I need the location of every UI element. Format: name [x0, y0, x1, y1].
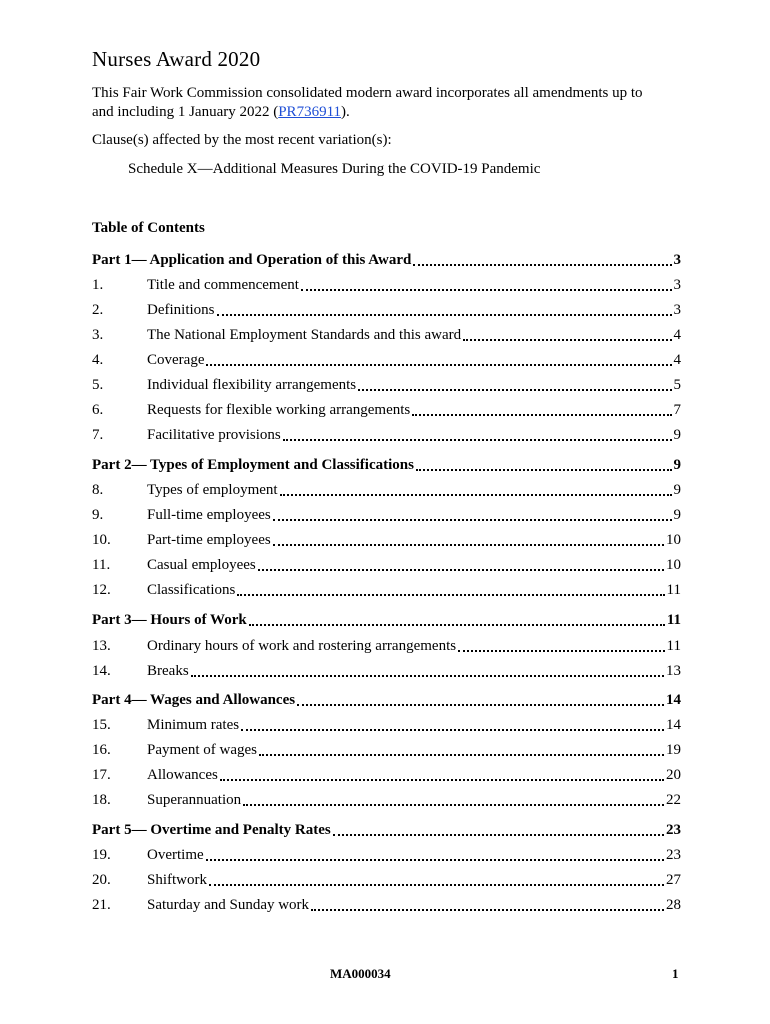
- toc-clause-entry[interactable]: [92, 740, 681, 760]
- toc-entry-page: 3: [673, 302, 681, 318]
- toc-entry-page: 9: [673, 482, 681, 498]
- toc-leader-dots: [280, 491, 672, 496]
- toc-entry-number: 15.: [92, 717, 111, 733]
- intro-text-end: ).: [341, 104, 350, 120]
- toc-entry-number: 9.: [92, 507, 104, 523]
- toc-entry-page: 3: [673, 252, 681, 268]
- toc-clause-entry[interactable]: [92, 715, 681, 735]
- toc-clause-entry[interactable]: [92, 350, 681, 370]
- toc-clause-entry[interactable]: [92, 636, 681, 656]
- toc-leader-dots: [209, 881, 664, 886]
- toc-entry-page: 11: [666, 612, 681, 628]
- toc-entry-number: 19.: [92, 847, 111, 863]
- toc-clause-entry[interactable]: [92, 845, 681, 865]
- toc-clause-entry[interactable]: [92, 480, 681, 500]
- toc-entry-label: Part 3— Hours of Work: [92, 612, 247, 628]
- toc-entry-label: Ordinary hours of work and rostering arrangements: [147, 638, 457, 654]
- toc-entry-label: Payment of wages: [147, 742, 257, 758]
- toc-clause-entry[interactable]: [92, 790, 681, 810]
- toc-leader-dots: [413, 261, 671, 266]
- toc-entry-page: 9: [673, 507, 681, 523]
- toc-clause-entry[interactable]: [92, 530, 681, 550]
- toc-entry-number: 21.: [92, 897, 111, 913]
- toc-entry-label: Part-time employees: [147, 532, 271, 548]
- toc-entry-label: Title and commencement: [147, 277, 299, 293]
- toc-leader-dots: [243, 801, 664, 806]
- intro-text: This Fair Work Commission consolidated modern award incorporates all amendments up to and including 1 January 2022 (: [92, 85, 643, 120]
- toc-entry-number: 14.: [92, 663, 111, 679]
- toc-leader-dots: [458, 647, 664, 652]
- pr-reference-link[interactable]: PR736911: [278, 104, 342, 120]
- toc-entry-page: 4: [673, 352, 681, 368]
- toc-entry-label: Part 5— Overtime and Penalty Rates: [92, 822, 331, 838]
- toc-entry-label: The National Employment Standards and this award: [147, 327, 462, 343]
- toc-entry-label: Part 2— Types of Employment and Classifications: [92, 457, 414, 473]
- toc-entry-page: 11: [666, 638, 681, 654]
- toc-entry-number: 6.: [92, 402, 104, 418]
- toc-leader-dots: [311, 906, 664, 911]
- toc-entry-number: 2.: [92, 302, 104, 318]
- toc-entry-number: 7.: [92, 427, 104, 443]
- toc-clause-entry[interactable]: [92, 661, 681, 681]
- toc-clause-entry[interactable]: [92, 765, 681, 785]
- toc-entry-page: 14: [666, 692, 681, 708]
- toc-entry-number: 8.: [92, 482, 104, 498]
- toc-leader-dots: [358, 386, 671, 391]
- intro-paragraph: [92, 84, 652, 122]
- toc-entry-number: 5.: [92, 377, 104, 393]
- toc-entry-label: Overtime: [147, 847, 204, 863]
- toc-entry-label: Saturday and Sunday work: [147, 897, 310, 913]
- toc-entry-number: 3.: [92, 327, 104, 343]
- toc-entry-label: Facilitative provisions: [147, 427, 281, 443]
- toc-entry-page: 9: [673, 457, 681, 473]
- toc-entry-number: 12.: [92, 582, 111, 598]
- toc-entry-label: Shiftwork: [147, 872, 207, 888]
- toc-entry-page: 11: [666, 582, 681, 598]
- toc-leader-dots: [206, 856, 664, 861]
- toc-clause-entry[interactable]: [92, 580, 681, 600]
- toc-entry-page: 27: [666, 872, 681, 888]
- toc-entry-label: Types of employment: [147, 482, 278, 498]
- toc-clause-entry[interactable]: [92, 425, 681, 445]
- toc-leader-dots: [220, 776, 664, 781]
- toc-part-entry[interactable]: [92, 820, 681, 840]
- toc-entry-label: Minimum rates: [147, 717, 240, 733]
- toc-entry-label: Coverage: [147, 352, 205, 368]
- toc-entry-page: 19: [666, 742, 681, 758]
- toc-part-entry[interactable]: [92, 455, 681, 475]
- toc-leader-dots: [241, 726, 664, 731]
- toc-entry-page: 20: [666, 767, 681, 783]
- toc-entry-page: 3: [673, 277, 681, 293]
- toc-entry-page: 13: [666, 663, 681, 679]
- toc-leader-dots: [412, 411, 671, 416]
- toc-entry-page: 22: [666, 792, 681, 808]
- toc-clause-entry[interactable]: [92, 870, 681, 890]
- toc-entry-label: Individual flexibility arrangements: [147, 377, 357, 393]
- toc-heading: Table of Contents: [92, 220, 205, 236]
- toc-clause-entry[interactable]: [92, 325, 681, 345]
- toc-clause-entry[interactable]: [92, 400, 681, 420]
- toc-entry-label: Breaks: [147, 663, 189, 679]
- toc-entry-page: 14: [666, 717, 681, 733]
- toc-clause-entry[interactable]: [92, 555, 681, 575]
- toc-entry-label: Full-time employees: [147, 507, 271, 523]
- toc-entry-label: Casual employees: [147, 557, 256, 573]
- toc-leader-dots: [217, 311, 672, 316]
- toc-leader-dots: [301, 286, 672, 291]
- affected-clauses-label: Clause(s) affected by the most recent variation(s):: [92, 132, 392, 148]
- toc-entry-label: Classifications: [147, 582, 236, 598]
- page-number: 1: [672, 966, 679, 981]
- toc-leader-dots: [237, 591, 664, 596]
- toc-entry-label: Requests for flexible working arrangements: [147, 402, 411, 418]
- toc-clause-entry[interactable]: [92, 505, 681, 525]
- toc-leader-dots: [416, 466, 672, 471]
- toc-entry-number: 10.: [92, 532, 111, 548]
- toc-leader-dots: [249, 621, 665, 626]
- toc-entry-number: 16.: [92, 742, 111, 758]
- toc-entry-number: 1.: [92, 277, 104, 293]
- toc-entry-label: Allowances: [147, 767, 218, 783]
- toc-entry-number: 13.: [92, 638, 111, 654]
- toc-entry-page: 23: [666, 847, 681, 863]
- toc-clause-entry[interactable]: [92, 275, 681, 295]
- toc-entry-page: 5: [673, 377, 681, 393]
- toc-clause-entry[interactable]: [92, 300, 681, 320]
- toc-leader-dots: [259, 751, 664, 756]
- document-title: Nurses Award 2020: [92, 47, 261, 71]
- toc-entry-page: 7: [673, 402, 681, 418]
- toc-leader-dots: [283, 436, 672, 441]
- affected-clause-item: Schedule X—Additional Measures During the COVID-19 Pandemic: [128, 161, 541, 177]
- toc-part-entry[interactable]: [92, 690, 681, 710]
- toc-part-entry[interactable]: [92, 250, 681, 270]
- toc-leader-dots: [273, 516, 672, 521]
- toc-entry-page: 4: [673, 327, 681, 343]
- toc-part-entry[interactable]: [92, 610, 681, 630]
- toc-entry-number: 17.: [92, 767, 111, 783]
- toc-clause-entry[interactable]: [92, 375, 681, 395]
- toc-leader-dots: [191, 672, 664, 677]
- toc-entry-label: Part 4— Wages and Allowances: [92, 692, 296, 708]
- toc-entry-label: Part 1— Application and Operation of this Award: [92, 252, 412, 268]
- toc-leader-dots: [273, 541, 664, 546]
- toc-entry-page: 9: [673, 427, 681, 443]
- toc-leader-dots: [206, 361, 671, 366]
- toc-entry-number: 4.: [92, 352, 104, 368]
- toc-entry-page: 10: [666, 532, 681, 548]
- toc-entry-label: Definitions: [147, 302, 215, 318]
- toc-entry-number: 11.: [92, 557, 111, 573]
- toc-entry-page: 23: [666, 822, 681, 838]
- toc-leader-dots: [463, 336, 671, 341]
- toc-leader-dots: [297, 701, 664, 706]
- toc-entry-label: Superannuation: [147, 792, 242, 808]
- toc-leader-dots: [258, 566, 664, 571]
- toc-entry-page: 28: [666, 897, 681, 913]
- toc-clause-entry[interactable]: [92, 895, 681, 915]
- award-code: MA000034: [330, 966, 391, 981]
- toc-entry-page: 10: [666, 557, 681, 573]
- toc-entry-number: 18.: [92, 792, 111, 808]
- toc-leader-dots: [333, 831, 664, 836]
- toc-entry-number: 20.: [92, 872, 111, 888]
